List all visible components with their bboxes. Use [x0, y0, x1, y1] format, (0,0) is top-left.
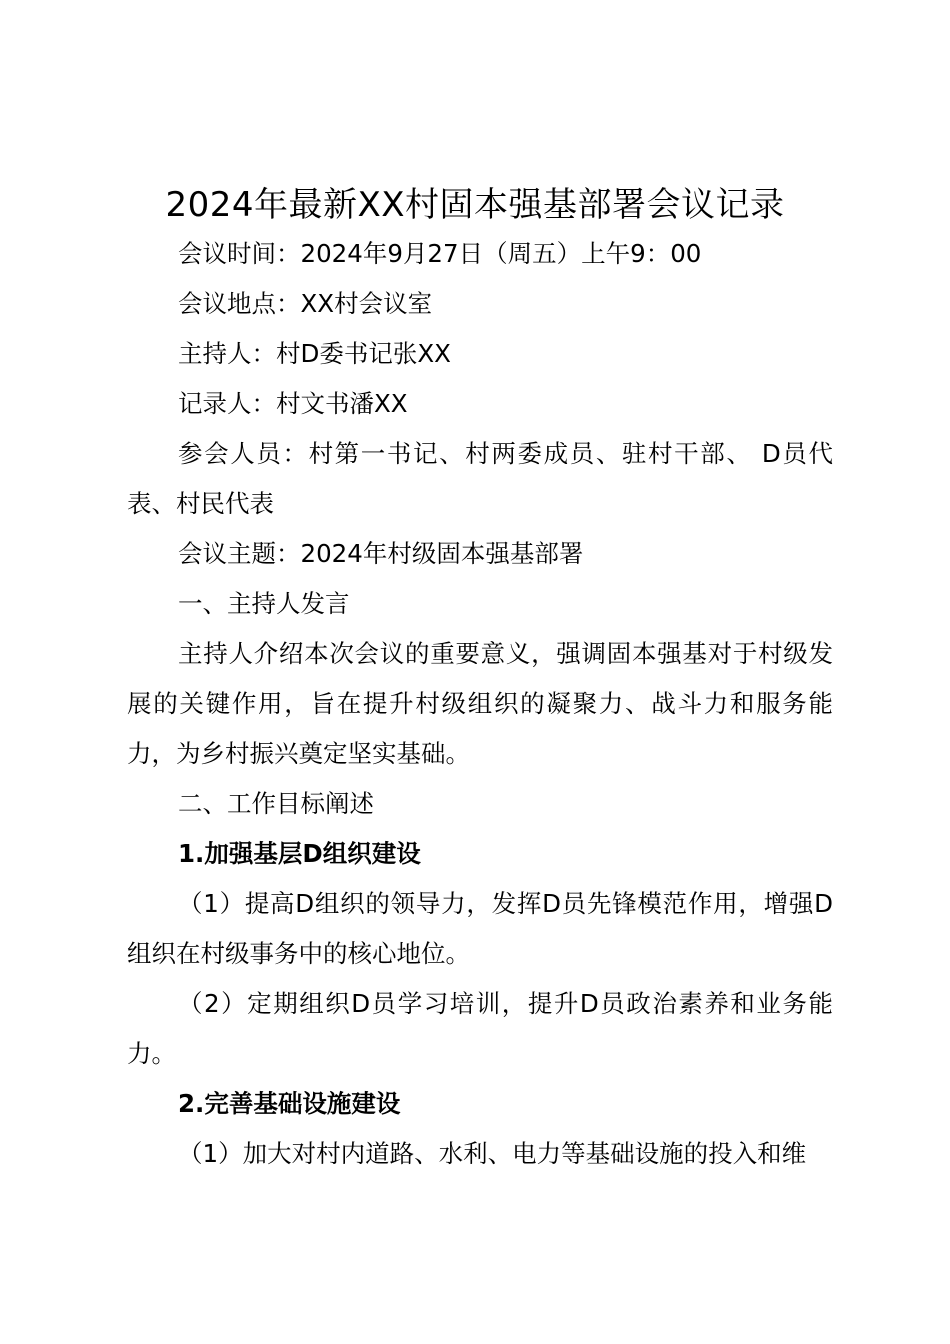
subheading-party-organization: 1.加强基层D组织建设 [178, 839, 421, 868]
host-line: 主持人：村D委书记张XX [178, 339, 451, 368]
meeting-location-line: 会议地点：XX村会议室 [178, 289, 433, 318]
item-infrastructure-paragraph: （1）加大对村内道路、水利、电力等基础设施的投入和维 [178, 1139, 807, 1168]
meeting-time-line: 会议时间：2024年9月27日（周五）上午9：00 [178, 239, 702, 268]
item-leadership-paragraph: （1）提高D组织的领导力，发挥D员先锋模范作用，增强D组织在村级事务中的核心地位。 [127, 889, 833, 968]
document-body [127, 229, 833, 1179]
document-title: 2024年最新XX村固本强基部署会议记录 [165, 185, 785, 225]
meeting-theme-line: 会议主题：2024年村级固本强基部署 [178, 539, 584, 568]
host-speech-paragraph: 主持人介绍本次会议的重要意义，强调固本强基对于村级发展的关键作用，旨在提升村级组织的凝聚力、战斗力和服务能力，为乡村振兴奠定坚实基础。 [127, 639, 833, 768]
attendees-line: 参会人员：村第一书记、村两委成员、驻村干部、 D员代表、村民代表 [127, 439, 833, 518]
item-training-paragraph: （2）定期组织D员学习培训，提升D员政治素养和业务能力。 [127, 989, 833, 1068]
subheading-infrastructure: 2.完善基础设施建设 [178, 1089, 401, 1118]
section-heading-host-speech: 一、主持人发言 [178, 589, 350, 618]
recorder-line: 记录人：村文书潘XX [178, 389, 408, 418]
section-heading-work-goals: 二、工作目标阐述 [178, 789, 374, 818]
